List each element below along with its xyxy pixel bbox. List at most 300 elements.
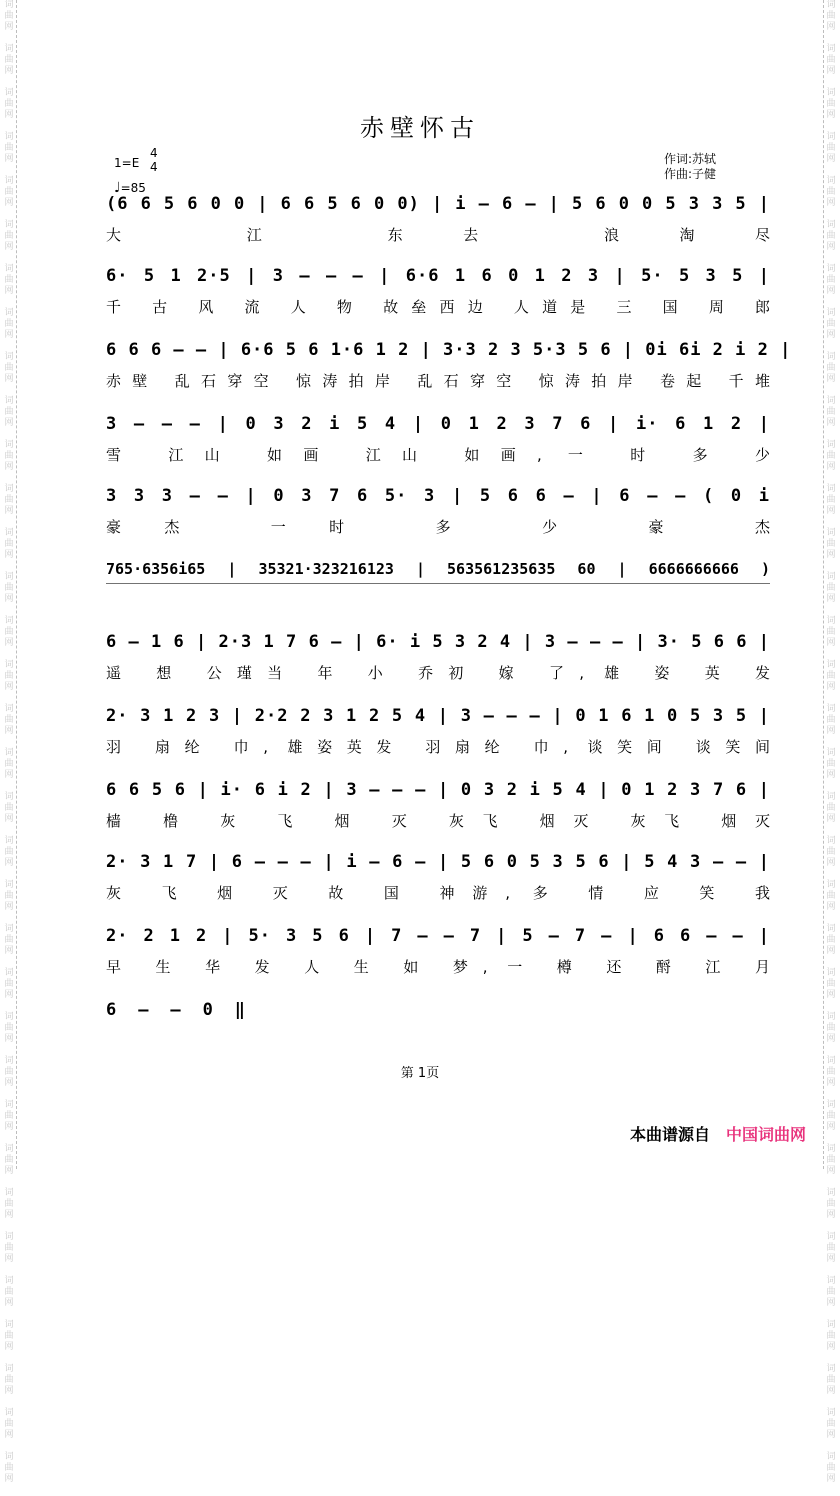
watermark-glyph: 词 [4, 704, 14, 714]
watermark-glyph: 网 [826, 154, 836, 164]
watermark-gap [2, 165, 16, 176]
watermark-gap [824, 209, 838, 220]
watermark-glyph: 网 [826, 770, 836, 780]
watermark-gap [824, 77, 838, 88]
watermark-glyph: 词 [4, 1056, 14, 1066]
watermark-glyph: 曲 [826, 99, 836, 109]
notes-line: 6· 5 1 2·5 | 3 — — — | 6·6 1 6 0 1 2 3 | 5· 5 3 5 | [106, 266, 770, 286]
watermark-glyph: 网 [4, 770, 14, 780]
watermark-glyph: 曲 [4, 539, 14, 549]
watermark-gap [2, 1485, 16, 1496]
watermark-glyph: 曲 [4, 231, 14, 241]
watermark-glyph: 曲 [826, 319, 836, 329]
watermark-gap [824, 297, 838, 308]
watermark-gap [2, 1177, 16, 1188]
notes-line: 3 3 3 — — | 0 3 7 6 5· 3 | 5 6 6 — | 6 — — ( 0 i [106, 486, 770, 506]
watermark-glyph: 词 [4, 352, 14, 362]
watermark-glyph: 词 [4, 1320, 14, 1330]
watermark-glyph: 曲 [4, 1199, 14, 1209]
watermark-glyph: 网 [4, 1034, 14, 1044]
watermark-glyph: 网 [4, 462, 14, 472]
watermark-gap [824, 1397, 838, 1408]
watermark-glyph: 词 [4, 572, 14, 582]
lyrics-line: 羽 扇纶 巾, 雄姿英发 羽扇纶 巾, 谈笑间 谈笑间 [106, 738, 770, 756]
watermark-gap [2, 1221, 16, 1232]
watermark-glyph: 词 [826, 616, 836, 626]
source-site-link[interactable]: 中国词曲网 [725, 1125, 806, 1144]
watermark-glyph: 词 [826, 1452, 836, 1462]
lyrics-line: 遥 想 公瑾当 年 小 乔初 嫁 了, 雄 姿 英 发 [106, 664, 770, 682]
watermark-glyph: 词 [826, 792, 836, 802]
watermark-glyph: 曲 [4, 1155, 14, 1165]
watermark-glyph: 词 [4, 1408, 14, 1418]
lyrics-line: 灰 飞 烟 灭 故 国 神游, 多 情 应 笑 我 [106, 884, 770, 902]
watermark-glyph: 曲 [4, 759, 14, 769]
watermark-gap [824, 737, 838, 748]
watermark-glyph: 网 [4, 1386, 14, 1396]
watermark-glyph: 曲 [826, 1287, 836, 1297]
watermark-glyph: 词 [826, 44, 836, 54]
source-label: 本曲谱源自 [629, 1125, 710, 1144]
watermark-glyph: 词 [826, 1276, 836, 1286]
watermark-gap [824, 33, 838, 44]
watermark-gap [824, 253, 838, 264]
watermark-glyph: 网 [4, 506, 14, 516]
watermark-glyph: 曲 [4, 803, 14, 813]
watermark-gap [824, 341, 838, 352]
watermark-glyph: 网 [4, 946, 14, 956]
watermark-gap [2, 1441, 16, 1452]
notes-line: 2· 3 1 7 | 6 — — — | i — 6 — | 5 6 0 5 3 5 6 | 5 4 3 — — | [106, 852, 770, 872]
notes-line: 2· 2 1 2 | 5· 3 5 6 | 7 — — 7 | 5 — 7 — | 6 6 — — | [106, 926, 770, 946]
watermark-glyph: 词 [4, 220, 14, 230]
watermark-glyph: 网 [4, 286, 14, 296]
watermark-glyph: 曲 [4, 1419, 14, 1429]
notes-line: 3 — — — | 0 3 2 i 5 4 | 0 1 2 3 7 6 | i· 6 1 2 | [106, 414, 770, 434]
watermark-glyph: 网 [826, 66, 836, 76]
watermark-glyph: 词 [826, 924, 836, 934]
watermark-glyph: 曲 [826, 187, 836, 197]
watermark-glyph: 词 [826, 1188, 836, 1198]
watermark-gap [2, 1309, 16, 1320]
watermark-glyph: 网 [826, 902, 836, 912]
watermark-glyph: 词 [4, 1144, 14, 1154]
watermark-glyph: 词 [826, 1100, 836, 1110]
watermark-glyph: 词 [4, 924, 14, 934]
watermark-glyph: 曲 [826, 627, 836, 637]
watermark-glyph: 词 [826, 1320, 836, 1330]
lyrics-line: 千 古 风 流 人 物 故垒西边 人道是 三 国 周 郎 [106, 298, 770, 316]
watermark-glyph: 曲 [4, 495, 14, 505]
watermark-glyph: 网 [826, 374, 836, 384]
watermark-glyph: 曲 [4, 1243, 14, 1253]
watermark-glyph: 词 [4, 1276, 14, 1286]
watermark-glyph: 词 [4, 396, 14, 406]
watermark-gap [2, 605, 16, 616]
source-credit [630, 1122, 806, 1145]
lyrics-line: 赤壁 乱石穿空 惊涛拍岸 乱石穿空 惊涛拍岸 卷起 千堆 [106, 372, 770, 390]
credits [664, 152, 716, 182]
watermark-glyph: 曲 [826, 1375, 836, 1385]
watermark-gap [2, 385, 16, 396]
notes-line: (6 6 5 6 0 0 | 6 6 5 6 0 0) | i — 6 — | 5 6 0 0 5 3 3 5 | [106, 194, 770, 214]
watermark-glyph: 网 [4, 990, 14, 1000]
watermark-gap [824, 429, 838, 440]
watermark-glyph: 网 [4, 154, 14, 164]
watermark-glyph: 词 [4, 660, 14, 670]
watermark-glyph: 曲 [4, 671, 14, 681]
watermark-gap [2, 781, 16, 792]
watermark-glyph: 曲 [4, 187, 14, 197]
watermark-glyph: 网 [826, 286, 836, 296]
watermark-glyph: 网 [826, 858, 836, 868]
watermark-glyph: 词 [826, 704, 836, 714]
watermark-gap [2, 1397, 16, 1408]
watermark-glyph: 网 [4, 66, 14, 76]
watermark-glyph: 网 [4, 726, 14, 736]
watermark-gap [824, 561, 838, 572]
watermark-glyph: 曲 [826, 539, 836, 549]
watermark-glyph: 曲 [826, 143, 836, 153]
watermark-glyph: 曲 [4, 99, 14, 109]
watermark-glyph: 词 [826, 1232, 836, 1242]
watermark-glyph: 词 [4, 1364, 14, 1374]
watermark-glyph: 曲 [4, 847, 14, 857]
watermark-glyph: 词 [826, 968, 836, 978]
watermark-gap [824, 1177, 838, 1188]
watermark-glyph: 曲 [826, 583, 836, 593]
watermark-gap [2, 33, 16, 44]
watermark-glyph: 网 [826, 462, 836, 472]
watermark-glyph: 曲 [4, 715, 14, 725]
watermark-glyph: 词 [4, 88, 14, 98]
watermark-glyph: 词 [4, 528, 14, 538]
watermark-glyph: 网 [826, 1254, 836, 1264]
watermark-gap [2, 77, 16, 88]
time-signature [150, 146, 158, 174]
watermark-glyph: 曲 [826, 891, 836, 901]
watermark-glyph: 曲 [4, 935, 14, 945]
watermark-glyph: 词 [4, 616, 14, 626]
watermark-glyph: 网 [826, 1166, 836, 1176]
watermark-gap [2, 341, 16, 352]
watermark-gap [2, 693, 16, 704]
watermark-gap [2, 1001, 16, 1012]
watermark-glyph: 词 [826, 352, 836, 362]
watermark-glyph: 网 [4, 814, 14, 824]
watermark-glyph: 曲 [4, 1331, 14, 1341]
watermark-glyph: 词 [826, 0, 836, 10]
watermark-glyph: 网 [4, 242, 14, 252]
watermark-glyph: 网 [826, 330, 836, 340]
right-watermark-strip [823, 0, 838, 1484]
watermark-glyph: 曲 [826, 1463, 836, 1473]
watermark-glyph: 网 [4, 198, 14, 208]
watermark-glyph: 曲 [826, 1243, 836, 1253]
watermark-gap [824, 1133, 838, 1144]
watermark-glyph: 词 [4, 836, 14, 846]
watermark-gap [824, 1309, 838, 1320]
watermark-glyph: 词 [826, 1056, 836, 1066]
watermark-glyph: 曲 [826, 451, 836, 461]
watermark-glyph: 词 [826, 572, 836, 582]
watermark-glyph: 词 [4, 748, 14, 758]
watermark-glyph: 词 [4, 264, 14, 274]
watermark-glyph: 网 [826, 1122, 836, 1132]
watermark-glyph: 网 [826, 242, 836, 252]
watermark-glyph: 网 [826, 946, 836, 956]
notes-line: 2· 3 1 2 3 | 2·2 2 3 1 2 5 4 | 3 — — — | 0 1 6 1 0 5 3 5 | [106, 706, 770, 726]
watermark-gap [824, 1221, 838, 1232]
watermark-glyph: 网 [4, 330, 14, 340]
watermark-gap [824, 517, 838, 528]
watermark-gap [2, 1265, 16, 1276]
watermark-gap [824, 385, 838, 396]
watermark-glyph: 曲 [826, 11, 836, 21]
watermark-glyph: 词 [4, 132, 14, 142]
watermark-gap [824, 165, 838, 176]
watermark-glyph: 曲 [826, 847, 836, 857]
watermark-glyph: 曲 [826, 55, 836, 65]
watermark-gap [2, 473, 16, 484]
tempo-value: =85 [120, 181, 146, 195]
watermark-glyph: 词 [4, 1188, 14, 1198]
key-signature: 1=E [114, 156, 140, 170]
watermark-glyph: 词 [826, 396, 836, 406]
watermark-gap [2, 869, 16, 880]
watermark-glyph: 网 [4, 1298, 14, 1308]
watermark-glyph: 曲 [4, 979, 14, 989]
watermark-gap [824, 473, 838, 484]
watermark-glyph: 词 [4, 308, 14, 318]
watermark-glyph: 词 [4, 1100, 14, 1110]
watermark-glyph: 词 [826, 264, 836, 274]
watermark-glyph: 网 [4, 1254, 14, 1264]
watermark-glyph: 曲 [826, 407, 836, 417]
watermark-gap [824, 825, 838, 836]
watermark-glyph: 网 [4, 1210, 14, 1220]
watermark-glyph: 曲 [826, 1331, 836, 1341]
watermark-glyph: 词 [826, 1012, 836, 1022]
watermark-glyph: 网 [826, 1298, 836, 1308]
watermark-gap [2, 561, 16, 572]
watermark-glyph: 曲 [4, 1111, 14, 1121]
watermark-gap [2, 649, 16, 660]
watermark-gap [2, 253, 16, 264]
composer-credit: 作曲:子健 [664, 167, 717, 181]
watermark-glyph: 网 [826, 550, 836, 560]
lyrics-line: 雪 江山 如画 江山 如画, 一 时 多 少 [106, 446, 770, 464]
watermark-gap [2, 825, 16, 836]
watermark-glyph: 网 [4, 110, 14, 120]
watermark-glyph: 网 [4, 902, 14, 912]
watermark-glyph: 网 [826, 1386, 836, 1396]
watermark-glyph: 网 [4, 594, 14, 604]
watermark-glyph: 词 [4, 880, 14, 890]
watermark-glyph: 网 [826, 1210, 836, 1220]
watermark-glyph: 网 [826, 198, 836, 208]
watermark-glyph: 网 [826, 682, 836, 692]
watermark-glyph: 曲 [826, 1111, 836, 1121]
watermark-gap [824, 957, 838, 968]
watermark-glyph: 曲 [826, 231, 836, 241]
watermark-glyph: 曲 [826, 275, 836, 285]
notes-line: 6 — 1 6 | 2·3 1 7 6 — | 6· i 5 3 2 4 | 3 — — — | 3· 5 6 6 | [106, 632, 770, 652]
watermark-gap [824, 869, 838, 880]
watermark-glyph: 曲 [4, 55, 14, 65]
watermark-glyph: 词 [4, 484, 14, 494]
watermark-glyph: 曲 [4, 451, 14, 461]
watermark-glyph: 网 [826, 638, 836, 648]
watermark-glyph: 曲 [4, 275, 14, 285]
watermark-glyph: 网 [826, 506, 836, 516]
watermark-gap [2, 297, 16, 308]
notes-line: 6 6 6 — — | 6·6 5 6 1·6 1 2 | 3·3 2 3 5·3 5 6 | 0i 6i 2 i 2 | [106, 340, 792, 360]
lyricist-credit: 作词:苏轼 [664, 152, 717, 166]
watermark-glyph: 曲 [4, 627, 14, 637]
watermark-gap [824, 1353, 838, 1364]
watermark-gap [824, 693, 838, 704]
watermark-glyph: 网 [826, 1474, 836, 1484]
watermark-glyph: 网 [826, 22, 836, 32]
watermark-glyph: 网 [4, 22, 14, 32]
watermark-gap [824, 649, 838, 660]
watermark-glyph: 曲 [826, 1067, 836, 1077]
watermark-glyph: 网 [4, 682, 14, 692]
watermark-glyph: 网 [4, 858, 14, 868]
watermark-glyph: 网 [826, 1078, 836, 1088]
underline-beam [106, 583, 770, 585]
watermark-glyph: 词 [826, 88, 836, 98]
watermark-glyph: 曲 [4, 319, 14, 329]
watermark-glyph: 词 [826, 176, 836, 186]
watermark-glyph: 曲 [826, 495, 836, 505]
watermark-glyph: 网 [826, 1034, 836, 1044]
notes-line: 6 6 5 6 | i· 6 i 2 | 3 — — — | 0 3 2 i 5 4 | 0 1 2 3 7 6 | [106, 780, 770, 800]
watermark-glyph: 网 [826, 1342, 836, 1352]
watermark-glyph: 网 [826, 814, 836, 824]
watermark-glyph: 词 [826, 880, 836, 890]
watermark-gap [2, 517, 16, 528]
watermark-glyph: 词 [4, 176, 14, 186]
watermark-glyph: 网 [4, 1122, 14, 1132]
watermark-glyph: 网 [4, 374, 14, 384]
watermark-glyph: 网 [4, 638, 14, 648]
watermark-gap [824, 1265, 838, 1276]
lyrics-line: 大 江 东去 浪淘尽 [106, 226, 770, 244]
watermark-glyph: 网 [826, 110, 836, 120]
watermark-glyph: 曲 [826, 935, 836, 945]
watermark-glyph: 网 [826, 1430, 836, 1440]
watermark-gap [824, 1001, 838, 1012]
watermark-gap [824, 1089, 838, 1100]
watermark-gap [2, 1045, 16, 1056]
watermark-glyph: 网 [826, 594, 836, 604]
watermark-glyph: 曲 [4, 1287, 14, 1297]
watermark-glyph: 网 [4, 1474, 14, 1484]
watermark-glyph: 曲 [826, 803, 836, 813]
watermark-glyph: 词 [826, 220, 836, 230]
watermark-gap [824, 781, 838, 792]
watermark-glyph: 曲 [826, 1155, 836, 1165]
watermark-glyph: 曲 [4, 363, 14, 373]
watermark-glyph: 曲 [826, 1419, 836, 1429]
watermark-glyph: 曲 [4, 583, 14, 593]
watermark-glyph: 网 [4, 1166, 14, 1176]
page-number: 第 1页 [400, 1066, 440, 1081]
watermark-glyph: 词 [4, 1232, 14, 1242]
watermark-glyph: 词 [826, 1144, 836, 1154]
watermark-glyph: 网 [4, 1430, 14, 1440]
watermark-gap [2, 1089, 16, 1100]
lyrics-line: 豪杰 一时 多 少 豪 杰 [106, 518, 770, 536]
watermark-glyph: 词 [826, 748, 836, 758]
watermark-glyph: 词 [4, 0, 14, 10]
watermark-glyph: 曲 [4, 891, 14, 901]
watermark-glyph: 曲 [826, 979, 836, 989]
watermark-glyph: 网 [826, 418, 836, 428]
watermark-glyph: 词 [826, 440, 836, 450]
watermark-glyph: 曲 [4, 1375, 14, 1385]
watermark-gap [824, 1045, 838, 1056]
watermark-gap [2, 1133, 16, 1144]
watermark-glyph: 词 [826, 836, 836, 846]
watermark-glyph: 曲 [826, 715, 836, 725]
watermark-gap [824, 1441, 838, 1452]
watermark-glyph: 词 [826, 1408, 836, 1418]
watermark-glyph: 词 [826, 528, 836, 538]
watermark-glyph: 词 [826, 1364, 836, 1374]
watermark-glyph: 词 [4, 1452, 14, 1462]
watermark-glyph: 词 [4, 1012, 14, 1022]
watermark-glyph: 词 [4, 44, 14, 54]
lyrics-line: 早 生 华 发 人 生 如 梦, 一 樽 还 酹 江 月 [106, 958, 770, 976]
watermark-glyph: 词 [826, 484, 836, 494]
watermark-glyph: 曲 [826, 1023, 836, 1033]
score-title: 赤壁怀古 [360, 114, 480, 142]
watermark-gap [2, 737, 16, 748]
notes-line: 6 — — 0 ‖ [106, 1000, 246, 1020]
watermark-gap [2, 209, 16, 220]
watermark-glyph: 曲 [4, 1023, 14, 1033]
watermark-glyph: 曲 [4, 1463, 14, 1473]
watermark-glyph: 曲 [826, 759, 836, 769]
lyrics-line: 樯 橹 灰 飞 烟 灭 灰飞 烟灭 灰飞 烟灭 [106, 812, 770, 830]
watermark-glyph: 网 [826, 990, 836, 1000]
left-watermark-strip [2, 0, 17, 1484]
watermark-glyph: 网 [4, 550, 14, 560]
watermark-glyph: 词 [826, 308, 836, 318]
watermark-glyph: 词 [4, 792, 14, 802]
watermark-gap [824, 1485, 838, 1496]
watermark-glyph: 曲 [4, 11, 14, 21]
watermark-glyph: 曲 [826, 1199, 836, 1209]
watermark-glyph: 词 [826, 132, 836, 142]
watermark-glyph: 词 [4, 968, 14, 978]
watermark-gap [2, 429, 16, 440]
time-signature-denominator: 4 [150, 160, 158, 174]
watermark-glyph: 曲 [4, 1067, 14, 1077]
watermark-gap [2, 913, 16, 924]
watermark-glyph: 曲 [826, 671, 836, 681]
quarter-note-icon: ♩ [114, 180, 121, 196]
watermark-glyph: 网 [4, 1078, 14, 1088]
watermark-glyph: 词 [4, 440, 14, 450]
watermark-gap [824, 605, 838, 616]
watermark-glyph: 网 [4, 1342, 14, 1352]
watermark-gap [2, 957, 16, 968]
watermark-glyph: 曲 [4, 407, 14, 417]
